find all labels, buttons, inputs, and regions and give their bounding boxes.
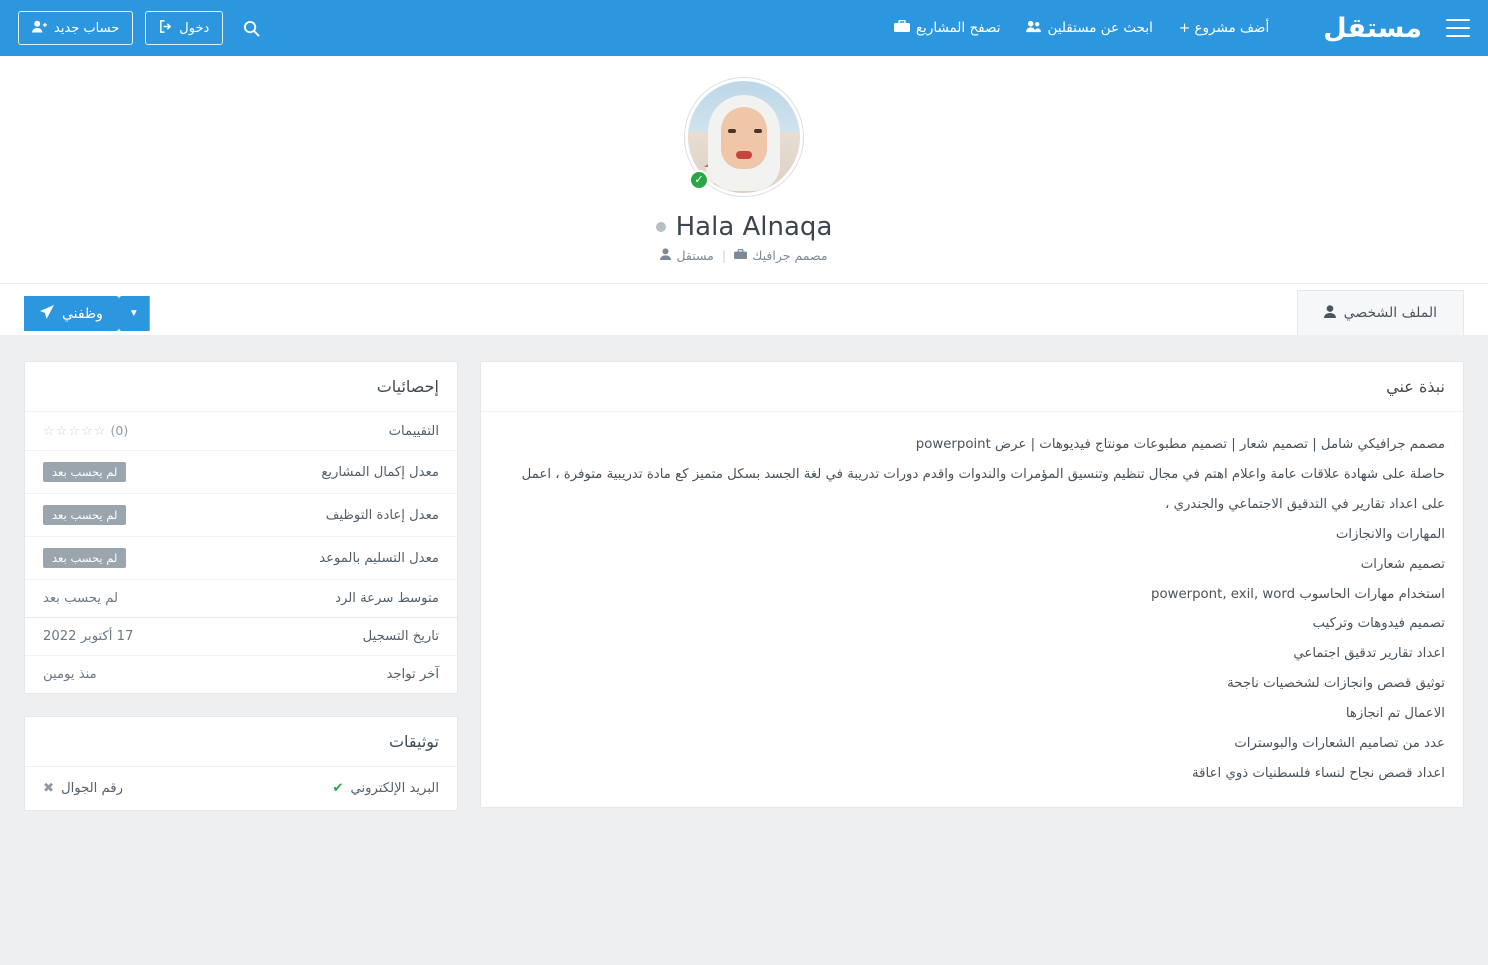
search-icon[interactable] bbox=[235, 16, 268, 41]
profile-meta bbox=[0, 248, 1488, 283]
user-plus-icon bbox=[32, 20, 47, 36]
verification-email bbox=[332, 781, 439, 796]
avatar bbox=[685, 78, 803, 196]
about-paragraph: توثيق قصص وانجازات لشخصيات ناجحة bbox=[1227, 676, 1445, 692]
portrait-face bbox=[721, 107, 767, 169]
stats-value bbox=[25, 451, 241, 494]
stats-label: معدل إعادة التوظيف bbox=[325, 507, 439, 523]
status-badge: لم يحسب بعد bbox=[43, 462, 126, 482]
portrait-eye-right bbox=[754, 129, 762, 133]
stats-value bbox=[25, 537, 241, 580]
briefcase-icon bbox=[894, 20, 910, 37]
stats-table bbox=[25, 412, 457, 693]
about-title: نبذة عني bbox=[481, 362, 1463, 412]
paper-plane-icon bbox=[40, 305, 54, 322]
signup-label: حساب جديد bbox=[54, 20, 120, 36]
stats-label: معدل إكمال المشاريع bbox=[321, 464, 439, 480]
profile-header bbox=[0, 56, 1488, 283]
page-body bbox=[0, 335, 1488, 853]
about-paragraph: المهارات والانجازات bbox=[1335, 526, 1445, 542]
profile-tabs bbox=[0, 283, 1488, 335]
stats-label: التقييمات bbox=[388, 423, 439, 439]
hire-me-label: وظفني bbox=[62, 305, 103, 322]
page-title bbox=[656, 212, 833, 242]
profile-role bbox=[734, 248, 827, 263]
stats-label: متوسط سرعة الرد bbox=[335, 591, 439, 606]
table-row bbox=[25, 412, 457, 451]
table-row bbox=[25, 656, 457, 694]
hamburger-icon[interactable] bbox=[1446, 19, 1470, 37]
nav-find-freelancers-label: ابحث عن مستقلين bbox=[1047, 20, 1153, 36]
status-badge: لم يحسب بعد bbox=[43, 548, 126, 568]
about-paragraph: عدد من تصاميم الشعارات والبوسترات bbox=[1234, 736, 1445, 752]
about-paragraph: استخدام مهارات الحاسوب powerpont, exil, word bbox=[1151, 586, 1445, 602]
meta-separator: | bbox=[721, 248, 727, 263]
verification-phone bbox=[43, 781, 123, 796]
profile-account-type bbox=[660, 248, 713, 263]
table-row bbox=[25, 494, 457, 537]
stats-value bbox=[25, 494, 241, 537]
stats-label: آخر تواجد bbox=[386, 667, 439, 682]
list-item bbox=[25, 767, 457, 810]
tab-actions bbox=[24, 284, 150, 335]
users-icon bbox=[1026, 20, 1041, 37]
table-row bbox=[25, 580, 457, 618]
verification-phone-label: رقم الجوال bbox=[61, 781, 123, 796]
main-nav bbox=[894, 20, 1269, 37]
main-column bbox=[480, 361, 1464, 830]
stats-value: منذ يومين bbox=[43, 667, 97, 682]
stats-title: إحصائيات bbox=[25, 362, 457, 412]
about-body bbox=[481, 412, 1463, 807]
verified-check-icon: ✓ bbox=[689, 170, 709, 190]
nav-find-freelancers[interactable] bbox=[1026, 20, 1152, 37]
sign-in-icon bbox=[159, 20, 172, 36]
nav-browse-projects[interactable] bbox=[894, 20, 1001, 37]
signup-button[interactable] bbox=[18, 11, 133, 45]
user-icon bbox=[660, 248, 671, 263]
caret-down-icon: ▼ bbox=[128, 308, 139, 319]
site-logo[interactable]: مستقل bbox=[1323, 12, 1422, 44]
verification-email-label: البريد الإلكتروني bbox=[350, 781, 439, 796]
portrait-eye-left bbox=[728, 129, 736, 133]
briefcase-icon bbox=[734, 249, 747, 263]
about-paragraph: اعداد تقارير تدقيق اجتماعي bbox=[1293, 646, 1445, 662]
profile-role-label: مصمم جرافيك bbox=[752, 248, 828, 263]
nav-add-project[interactable] bbox=[1179, 20, 1269, 36]
user-icon bbox=[1324, 305, 1336, 321]
nav-browse-projects-label: تصفح المشاريع bbox=[915, 20, 1001, 36]
about-paragraph: حاصلة على شهادة علاقات عامة واعلام اهتم في مجال تنظيم وتنسيق المؤمرات والندوات واقدم دورات تدريبة في لغة الجسد بسكل متميز كع مادة تدريبية متوفرة ، اعمل على اعداد تقارير في التدقيق الاجتماعي والجندري ، bbox=[521, 466, 1445, 512]
hire-button-group bbox=[24, 296, 150, 331]
stats-value bbox=[25, 412, 241, 451]
login-label: دخول bbox=[179, 20, 210, 36]
check-icon: ✔ bbox=[332, 781, 344, 796]
stats-value: لم يحسب بعد bbox=[43, 591, 119, 606]
offline-dot-icon bbox=[656, 222, 666, 232]
profile-name-text: Hala Alnaqa bbox=[675, 212, 833, 242]
about-paragraph: اعداد قصص نجاح لنساء فلسطنيات ذوي اعاقة bbox=[1192, 765, 1445, 781]
portrait-lips bbox=[736, 151, 752, 159]
hire-dropdown-toggle[interactable] bbox=[119, 296, 150, 331]
rating-stars: ☆☆☆☆☆ bbox=[43, 424, 107, 439]
nav-add-project-label: أضف مشروع + bbox=[1178, 20, 1270, 36]
profile-account-type-label: مستقل bbox=[676, 248, 714, 263]
about-paragraph: تصميم فيدوهات وتركيب bbox=[1312, 616, 1445, 632]
tab-profile[interactable] bbox=[1297, 290, 1464, 335]
top-navbar bbox=[0, 0, 1488, 56]
hire-me-button[interactable] bbox=[24, 296, 119, 331]
verifications-card bbox=[24, 716, 458, 811]
about-paragraph: مصمم جرافيكي شامل | تصميم شعار | تصميم مطبوعات مونتاج فيديوهات | عرض powerpoint bbox=[915, 437, 1445, 452]
table-row bbox=[25, 537, 457, 580]
tab-profile-label: الملف الشخصي bbox=[1343, 305, 1437, 321]
login-button[interactable] bbox=[145, 11, 223, 45]
stats-label: تاريخ التسجيل bbox=[241, 618, 457, 656]
about-paragraph: الاعمال تم انجازها bbox=[1345, 706, 1445, 722]
stats-label: معدل التسليم بالموعد bbox=[319, 550, 439, 566]
status-badge: لم يحسب بعد bbox=[43, 505, 126, 525]
table-row bbox=[25, 618, 457, 656]
stats-card bbox=[24, 361, 458, 694]
rating-count: (0) bbox=[110, 423, 129, 438]
stats-value: 17 أكتوبر 2022 bbox=[25, 618, 241, 656]
verifications-title: توثيقات bbox=[25, 717, 457, 767]
about-card bbox=[480, 361, 1464, 808]
side-column bbox=[24, 361, 458, 833]
about-paragraph: تصميم شعارات bbox=[1360, 556, 1445, 572]
times-icon: ✖ bbox=[43, 781, 55, 796]
table-row bbox=[25, 451, 457, 494]
